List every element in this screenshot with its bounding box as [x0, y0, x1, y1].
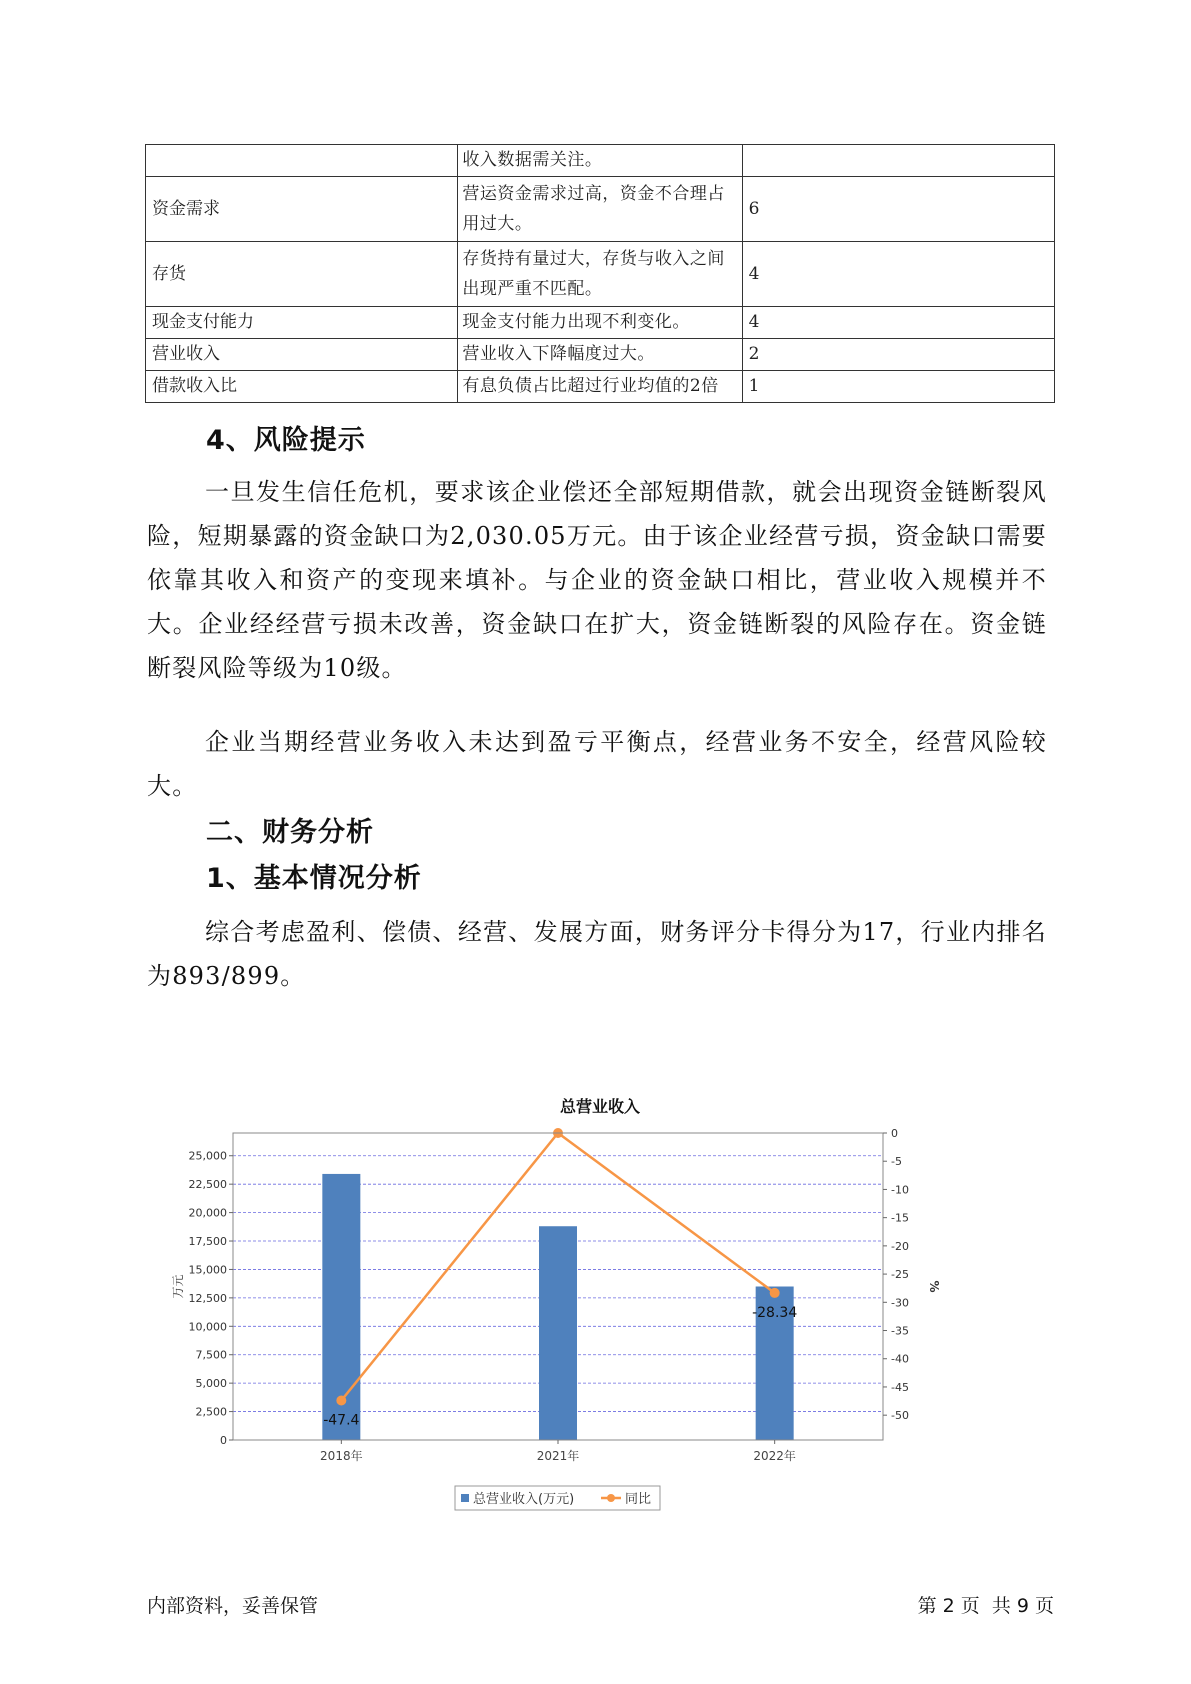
risk-desc-cell	[458, 307, 742, 339]
point-yoy-2	[770, 1288, 780, 1298]
risk-item-cell-text: 营业收入	[152, 344, 220, 364]
y2-tick-label: -50	[891, 1409, 909, 1423]
footer-page-number: 第 2 页 共 9 页	[917, 1595, 1054, 1617]
table-row	[146, 145, 1055, 177]
y2-tick-label: -25	[891, 1268, 909, 1282]
table-row	[146, 371, 1055, 403]
chart-title: 总营业收入	[559, 1097, 641, 1116]
table-row	[146, 307, 1055, 339]
risk-score-cell-text: 4	[748, 312, 760, 332]
y-tick-label: 12,500	[188, 1291, 227, 1305]
risk-item-cell	[146, 307, 458, 339]
footer-confidential: 内部资料，妥善保管	[147, 1595, 319, 1617]
y-tick-label: 25,000	[188, 1149, 227, 1163]
risk-score-cell	[742, 339, 1054, 371]
risk-table	[145, 144, 1055, 403]
legend-label-yoy: 同比	[625, 1492, 652, 1507]
y2-tick-label: -35	[891, 1324, 909, 1338]
risk-item-cell	[146, 145, 458, 177]
risk-score-cell-text: 2	[748, 344, 760, 364]
risk-desc-cell-text: 存货持有量过大，存货与收入之间出现严重不匹配。	[462, 249, 725, 299]
y-tick-label: 15,000	[188, 1263, 227, 1277]
risk-score-cell	[742, 242, 1054, 307]
section-title-risk: 4、风险提示	[206, 425, 366, 456]
risk-desc-cell	[458, 242, 742, 307]
risk-item-cell-text: 资金需求	[152, 199, 220, 219]
y2-tick-label: -10	[891, 1183, 909, 1197]
revenue-chart	[170, 1088, 1030, 1548]
point-yoy-0	[336, 1395, 346, 1405]
risk-item-cell-text: 借款收入比	[152, 376, 237, 396]
y-tick-label: 0	[220, 1434, 227, 1447]
risk-desc-cell	[458, 177, 742, 242]
risk-score-cell	[742, 177, 1054, 242]
y2-tick-label: -15	[891, 1211, 909, 1225]
table-row	[146, 339, 1055, 371]
y2-tick-label: -45	[891, 1380, 909, 1394]
risk-score-cell-text: 6	[748, 199, 760, 219]
x-tick-label: 2018年	[320, 1449, 363, 1463]
legend-swatch-yoy-dot	[607, 1494, 615, 1502]
risk-score-cell	[742, 307, 1054, 339]
y-tick-label: 5,000	[195, 1377, 227, 1391]
data-label-yoy-2: -28.34	[752, 1304, 798, 1321]
risk-item-cell-text: 存货	[152, 264, 186, 284]
revenue-chart-svg	[170, 1088, 1030, 1548]
table-row	[146, 242, 1055, 307]
y-tick-label: 7,500	[195, 1348, 227, 1362]
y2-tick-label: -40	[891, 1352, 909, 1366]
y2-axis-label: %	[927, 1280, 941, 1293]
y2-tick-label: 0	[891, 1127, 898, 1140]
section-title-finance: 二、财务分析	[206, 817, 374, 848]
risk-score-cell	[742, 145, 1054, 177]
risk-item-cell	[146, 177, 458, 242]
y-tick-label: 2,500	[195, 1405, 227, 1419]
y-tick-label: 20,000	[188, 1206, 227, 1220]
data-label-yoy-0: -47.4	[323, 1412, 360, 1429]
y2-tick-label: -30	[891, 1296, 909, 1310]
risk-item-cell	[146, 339, 458, 371]
risk-item-cell	[146, 242, 458, 307]
x-tick-label: 2022年	[753, 1449, 796, 1463]
risk-item-cell	[146, 371, 458, 403]
legend-swatch-revenue	[461, 1494, 469, 1502]
bar-revenue-1	[539, 1226, 577, 1440]
finance-paragraph: 综合考虑盈利、偿债、经营、发展方面，财务评分卡得分为17，行业内排名为893/899。	[147, 918, 1047, 990]
y-axis-label: 万元	[171, 1274, 185, 1299]
x-tick-label: 2021年	[536, 1449, 580, 1463]
y-tick-label: 22,500	[188, 1178, 227, 1192]
risk-desc-cell	[458, 371, 742, 403]
risk-desc-cell	[458, 339, 742, 371]
risk-score-cell-text: 1	[748, 376, 760, 396]
risk-desc-cell-text: 营运资金需求过高，资金不合理占用过大。	[462, 184, 725, 234]
risk-paragraph-1: 一旦发生信任危机，要求该企业偿还全部短期借款，就会出现资金链断裂风险，短期暴露的资金缺口为2,030.05万元。由于该企业经营亏损，资金缺口需要依靠其收入和资产的变现来填补。与企业的资金缺口相比，营业收入规模并不大。企业经经营亏损未改善，资金缺口在扩大，资金链断裂的风险存在。资金链断裂风险等级为10级。	[147, 478, 1047, 682]
risk-score-cell	[742, 371, 1054, 403]
legend-label-revenue: 总营业收入(万元)	[473, 1492, 575, 1507]
risk-desc-cell-text: 收入数据需关注。	[462, 150, 603, 170]
risk-desc-cell	[458, 145, 742, 177]
risk-desc-cell-text: 现金支付能力出现不利变化。	[462, 312, 690, 332]
risk-desc-cell-text: 有息负债占比超过行业均值的2倍	[462, 376, 719, 396]
y-tick-label: 10,000	[188, 1320, 227, 1334]
risk-desc-cell-text: 营业收入下降幅度过大。	[462, 344, 655, 364]
table-row	[146, 177, 1055, 242]
risk-score-cell-text: 4	[748, 264, 760, 284]
y2-tick-label: -20	[891, 1239, 909, 1253]
y2-tick-label: -5	[891, 1155, 902, 1169]
subsection-title-basic: 1、基本情况分析	[206, 863, 422, 894]
risk-item-cell-text: 现金支付能力	[152, 312, 254, 332]
risk-paragraph-2: 企业当期经营业务收入未达到盈亏平衡点，经营业务不安全，经营风险较大。	[147, 728, 1047, 800]
y-tick-label: 17,500	[188, 1235, 227, 1249]
